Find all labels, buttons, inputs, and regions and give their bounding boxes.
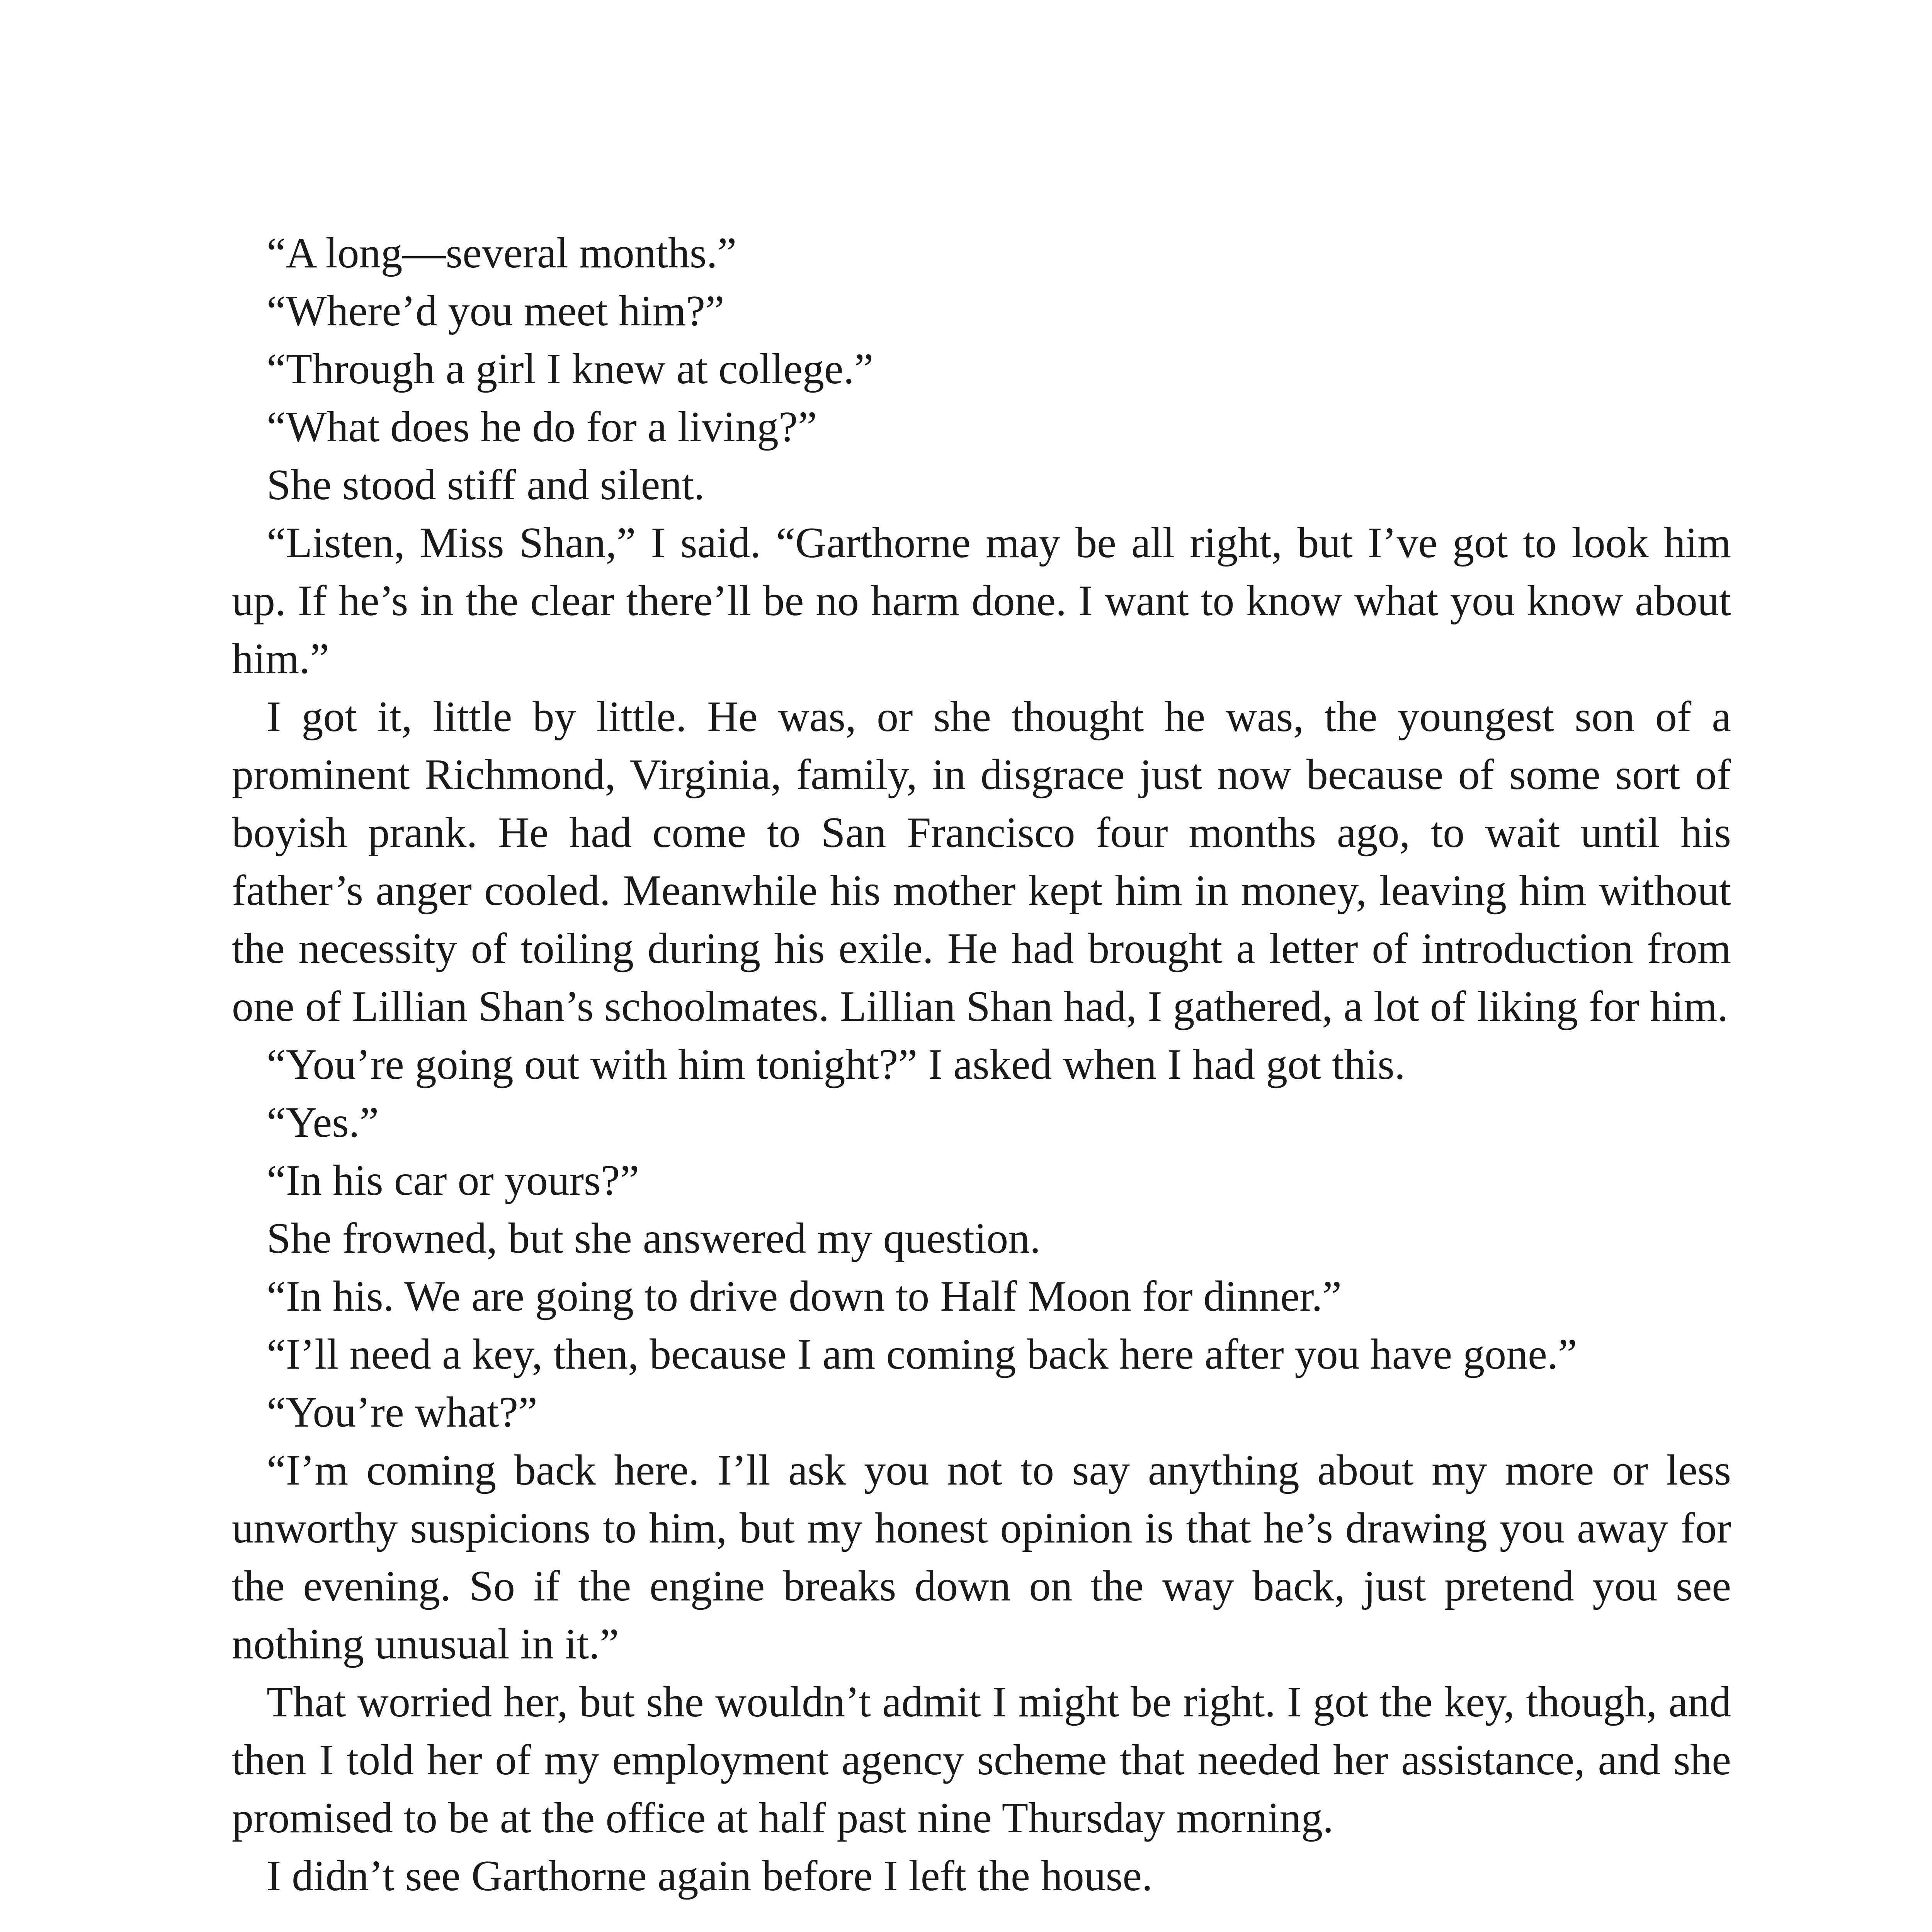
- chapter-heading: [232, 1905, 1731, 1932]
- paragraph: “Listen, Miss Shan,” I said. “Garthorne may be all right, but I’ve got to look him up. If he’s in the clear there’ll be no harm done. I want to know what you know about him.”: [232, 519, 1731, 683]
- paragraph: I got it, little by little. He was, or she thought he was, the youngest son of a prominent Richmond, Virginia, family, in disgrace just now because of some sort of boyish prank. He had come to San Francisco four months ago, to wait until his father’s anger cooled. Meanwhile his mother kept him in money, leaving him without the necessity of toiling during his exile. He had brought a letter of introduction from one of Lillian Shan’s schoolmates. Lillian Shan had, I gathered, a lot of liking for him.: [232, 693, 1731, 1031]
- paragraph: She frowned, but she answered my question.: [267, 1214, 1041, 1262]
- paragraph: “I’ll need a key, then, because I am coming back here after you have gone.”: [267, 1330, 1577, 1378]
- paragraph: “Where’d you meet him?”: [267, 287, 724, 335]
- paragraph: “A long—several months.”: [267, 229, 737, 277]
- paragraph: “In his car or yours?”: [267, 1156, 639, 1204]
- paragraph: “Yes.”: [267, 1099, 379, 1146]
- paragraph: “In his. We are going to drive down to Half Moon for dinner.”: [267, 1272, 1342, 1320]
- paragraph: That worried her, but she wouldn’t admit I might be right. I got the key, though, and then I told her of my employment agency scheme that needed her assistance, and she promised to be at the office at half past nine Thursday morning.: [232, 1678, 1731, 1842]
- paragraph: “Through a girl I knew at college.”: [267, 345, 874, 393]
- paragraph: I didn’t see Garthorne again before I left the house.: [267, 1852, 1153, 1900]
- page-body: [232, 224, 1731, 1932]
- paragraph: “I’m coming back here. I’ll ask you not to say anything about my more or less unworthy suspicions to him, but my honest opinion is that he’s drawing you away for the evening. So if the engine breaks down on the way back, just pretend you see nothing unusual in it.”: [232, 1446, 1731, 1668]
- paragraph: “What does he do for a living?”: [267, 403, 817, 451]
- paragraph: She stood stiff and silent.: [267, 461, 705, 509]
- paragraph: “You’re what?”: [267, 1388, 537, 1436]
- paragraph: “You’re going out with him tonight?” I asked when I had got this.: [267, 1041, 1405, 1088]
